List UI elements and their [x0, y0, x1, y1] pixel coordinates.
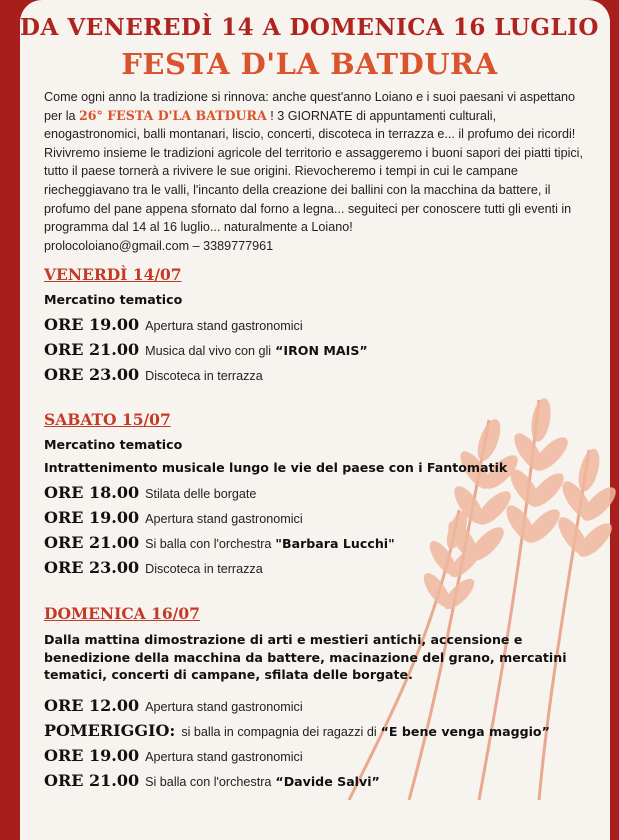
saturday-section [44, 410, 599, 583]
event-guest: "Barbara Lucchi" [275, 536, 395, 551]
event-desc: Si balla con l'orchestra [145, 774, 272, 789]
event-guest: “IRON MAIS” [275, 343, 368, 358]
intro-text-after: ! 3 GIORNATE di appuntamenti culturali, enogastronomici, balli montanari, liscio, concerti, discoteca in terrazza e... il profumo dei ricordi! Rivivremo insieme le tradizioni agricole del territorio e assaggeremo i buoni sapori dei piatti tipici, tutto il paese tornerà a rivivere le sue origini. Rievocheremo i tempi in cui le campane riecheggiavano tra le valli, l'incanto della creazione dei ballini con la macchina da battere, il profumo del pane appena sfornato dal forno a legna... seguiteci per conoscere tutti gli eventi in programma dal 14 al 16 luglio... naturalmente a Loiano! [44, 108, 583, 235]
event-time: ORE 19.00 [44, 315, 140, 334]
event-desc: si balla in compagnia dei ragazzi di [181, 724, 377, 739]
event-time: ORE 21.00 [44, 340, 140, 359]
event-guest: “Davide Salvi” [275, 773, 380, 789]
event-row [44, 746, 599, 765]
event-desc: Apertura stand gastronomici [145, 749, 303, 764]
event-time: ORE 23.00 [44, 558, 140, 577]
event-time: ORE 23.00 [44, 365, 140, 384]
event-desc: Apertura stand gastronomici [145, 512, 303, 526]
event-desc: Musica dal vivo con gli [145, 344, 272, 358]
event-row [44, 365, 599, 384]
festival-title: FESTA D'LA BATDURA [121, 47, 498, 81]
friday-heading: VENERDÌ 14/07 [44, 265, 182, 284]
event-row [44, 721, 599, 740]
event-time: ORE 18.00 [44, 483, 140, 502]
saturday-heading: SABATO 15/07 [44, 410, 171, 429]
event-row [44, 696, 599, 715]
friday-section [44, 265, 599, 390]
event-desc: Discoteca in terrazza [145, 369, 263, 383]
sunday-program: Dalla mattina dimostrazione di arti e mestieri antichi, accensione e benedizione della macchina da battere, macinazione del grano, mercatini tematici, concerti di campane, sfilata delle borgate. [44, 632, 567, 682]
event-desc: Apertura stand gastronomici [145, 699, 303, 714]
event-desc: Discoteca in terrazza [145, 562, 263, 576]
event-time: ORE 19.00 [44, 745, 140, 765]
event-guest: “E bene venga maggio” [380, 723, 550, 739]
event-row [44, 340, 599, 359]
event-time: ORE 12.00 [44, 695, 140, 715]
event-time: ORE 19.00 [44, 508, 140, 527]
intro-text-before: Come ogni anno la tradizione si rinnova: anche quest'anno Loiano e i suoi paesani vi aspettano per la [44, 90, 576, 123]
event-time: ORE 21.00 [44, 770, 140, 790]
event-row [44, 315, 599, 334]
event-row [44, 771, 599, 790]
friday-market: Mercatino tematico [44, 292, 183, 307]
saturday-market: Mercatino tematico [44, 437, 183, 452]
event-desc: Si balla con l'orchestra [145, 537, 272, 551]
festival-dates: DA VENEREDÌ 14 A DOMENICA 16 LUGLIO [20, 14, 599, 41]
sunday-heading: DOMENICA 16/07 [44, 604, 200, 623]
event-row [44, 533, 599, 552]
event-desc: Stilata delle borgate [145, 487, 257, 501]
event-time: ORE 21.00 [44, 533, 140, 552]
event-desc: Apertura stand gastronomici [145, 319, 303, 333]
event-time: POMERIGGIO: [44, 720, 176, 740]
sunday-section [44, 604, 599, 796]
intro-paragraph [44, 88, 592, 255]
intro-highlight: 26° FESTA D'LA BATDURA [79, 107, 267, 123]
event-row [44, 558, 599, 577]
saturday-entertainment: Intrattenimento musicale lungo le vie del paese con i Fantomatik [44, 460, 508, 475]
event-row [44, 508, 599, 527]
contact-info: prolocoloiano@gmail.com – 3389777961 [44, 238, 274, 253]
event-row [44, 483, 599, 502]
